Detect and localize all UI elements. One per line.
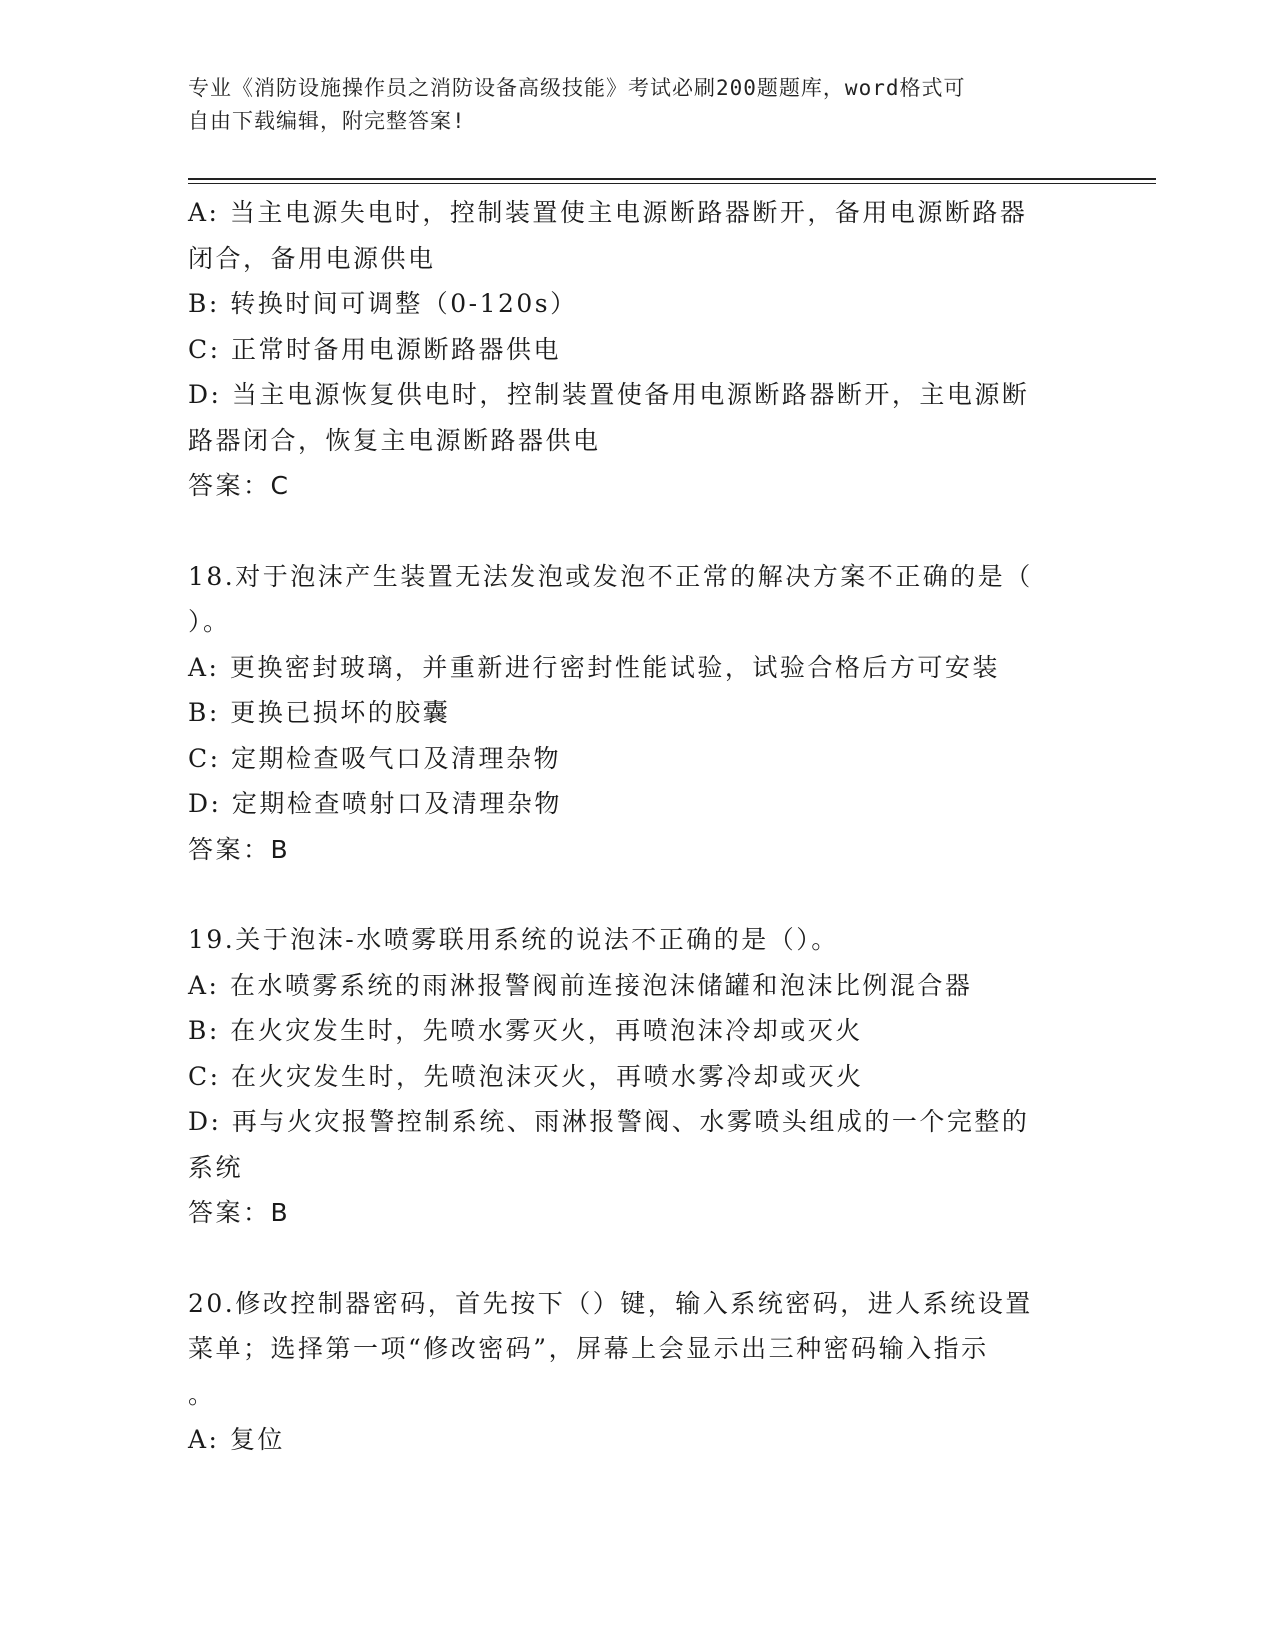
header-divider-thick [188, 178, 1156, 180]
spacer [188, 1236, 1088, 1281]
q19-answer: 答案：B [188, 1198, 291, 1227]
document-header [188, 72, 1068, 138]
q19-option-c: C: 在火灾发生时，先喷泡沫灭火，再喷水雾冷却或灭火 [188, 1061, 864, 1091]
question-17-block [188, 190, 1088, 509]
spacer [188, 509, 1088, 554]
q18-stem-line-2: ）。 [188, 607, 231, 636]
q20-stem-line-3: 。 [188, 1379, 216, 1409]
spacer [188, 872, 1088, 917]
q17-option-d-line-2: 路器闭合，恢复主电源断路器供电 [188, 425, 601, 455]
q19-option-d-line-1: D: 再与火灾报警控制系统、雨淋报警阀、水雾喷头组成的一个完整的 [188, 1107, 1030, 1136]
q19-option-a: A: 在水喷雾系统的雨淋报警阀前连接泡沫储罐和泡沫比例混合器 [188, 970, 973, 1000]
q20-stem-line-1: 20.修改控制器密码，首先按下（）键，输入系统密码，进人系统设置 [188, 1288, 1033, 1318]
q17-option-c: C: 正常时备用电源断路器供电 [188, 334, 561, 364]
q17-answer: 答案：C [188, 471, 291, 500]
question-content [188, 190, 1088, 1463]
q19-option-b: B: 在火灾发生时，先喷水雾灭火，再喷泡沫冷却或灭火 [188, 1016, 863, 1045]
q19-stem: 19.关于泡沫-水喷雾联用系统的说法不正确的是（）。 [188, 925, 839, 954]
q18-option-c: C: 定期检查吸气口及清理杂物 [188, 743, 561, 773]
q17-option-a-line-1: A: 当主电源失电时，控制装置使主电源断路器断开，备用电源断路器 [188, 198, 1028, 227]
q17-option-d-line-1: D: 当主电源恢复供电时，控制装置使备用电源断路器断开，主电源断 [188, 380, 1030, 409]
q18-option-b: B: 更换已损坏的胶囊 [188, 698, 451, 727]
q18-answer: 答案：B [188, 834, 291, 864]
q17-option-a-line-2: 闭合，备用电源供电 [188, 243, 436, 273]
q19-option-d-line-2: 系统 [188, 1152, 244, 1182]
question-20-block [188, 1281, 1088, 1463]
q18-stem-line-1: 18.对于泡沫产生装置无法发泡或发泡不正常的解决方案不正确的是（ [188, 561, 1033, 591]
header-divider-thin [188, 183, 1156, 184]
q17-option-b: B: 转换时间可调整（0-120s） [188, 289, 578, 318]
q18-option-d: D: 定期检查喷射口及清理杂物 [188, 789, 562, 818]
q20-stem-line-2: 菜单；选择第一项“修改密码”，屏幕上会显示出三种密码输入指示 [188, 1334, 989, 1363]
question-18-block [188, 554, 1088, 873]
q18-option-a: A: 更换密封玻璃，并重新进行密封性能试验，试验合格后方可安装 [188, 652, 1000, 682]
q20-option-a: A: 复位 [188, 1425, 285, 1454]
question-19-block [188, 917, 1088, 1236]
header-line-1: 专业《消防设施操作员之消防设备高级技能》考试必刷200题题库，word格式可 [188, 76, 966, 100]
header-line-2: 自由下载编辑，附完整答案! [188, 109, 466, 133]
